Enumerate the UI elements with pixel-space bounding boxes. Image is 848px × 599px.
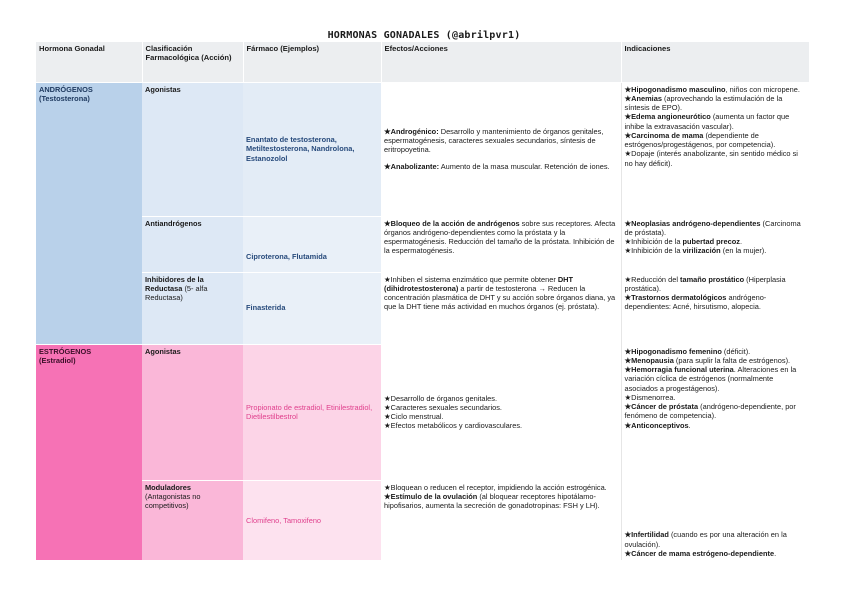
indicaciones-cell: [621, 272, 809, 344]
clasificacion-detail: (5- alfa Reductasa): [145, 283, 208, 302]
efecto-item: ★Inhiben el sistema enzimático que permite obtener DHT (dihidrotestosterona) a partir de testosterona → Reducen la concentración plasmática de DHT y su acción sobre órganos diana, ya que la DHT tiene más actividad en muchos órganos (ej. próstata).: [384, 274, 616, 312]
efectos-cell: [381, 272, 621, 344]
clasificacion-cell: [142, 480, 243, 560]
indicacion-item: ★Trastornos dermatológicos andrógeno-dependientes: Acné, hirsutismo, alopecia.: [624, 293, 767, 312]
table-row: [36, 480, 809, 560]
table-row: [36, 82, 809, 216]
clasificacion-cell: [142, 216, 243, 272]
androgenos-sub: (Testosterona): [39, 93, 90, 103]
table-row: [36, 216, 809, 272]
farmaco-cell: Propionato de estradiol, Etinilestradiol, Dietilestilbestrol: [243, 344, 381, 480]
indicaciones-cell: [621, 82, 809, 216]
efectos-cell: [381, 344, 621, 480]
indicacion-item: ★Edema angioneurótico (aumenta un factor que inhibe la extravasación vascular).: [624, 112, 790, 131]
hormona-estrogenos: [36, 344, 142, 560]
estrogenos-name: ESTRÓGENOS: [39, 346, 92, 356]
indicacion-item: ★Inhibición de la pubertad precoz.: [624, 237, 743, 246]
table-header-row: [36, 42, 809, 82]
clasificacion-name: Moduladores: [145, 482, 191, 492]
table-row: [36, 272, 809, 344]
efecto-item: ★Bloqueo de la acción de andrógenos sobre sus receptores. Afecta órganos andrógeno-dependientes como la próstata y la espermatogénesis. Reducción del tamaño de la próstata. Inhibición de la espermatogénesis.: [384, 218, 616, 256]
clasificacion-name: Agonistas: [145, 84, 181, 94]
farmaco-cell: Finasterida: [243, 272, 381, 344]
clasificacion-cell: [142, 272, 243, 344]
indicacion-item: ★Hipogonadismo femenino (déficit).: [624, 346, 751, 356]
hormona-androgenos: [36, 82, 142, 344]
indicacion-item: ★Neoplasias andrógeno-dependientes (Carcinoma de próstata).: [624, 218, 801, 237]
header-clasificacion: Clasificación Farmacológica (Acción): [142, 42, 243, 82]
indicacion-item: ★Inhibición de la virilización (en la mujer).: [624, 246, 767, 256]
indicaciones-cell: [621, 480, 809, 560]
farmaco-cell: Clomifeno, Tamoxifeno: [243, 480, 381, 560]
indicaciones-cell: [621, 216, 809, 272]
efecto-item: ★Anabolizante: Aumento de la masa muscular. Retención de iones.: [384, 162, 610, 172]
indicacion-item: ★Dismenorrea.: [624, 392, 676, 402]
farmaco-cell: Enantato de testosterona, Metiltestosterona, Nandrolona, Estanozolol: [243, 82, 381, 216]
efecto-item: ★Desarrollo de órganos genitales.: [384, 393, 498, 403]
androgenos-name: ANDRÓGENOS: [39, 84, 93, 94]
header-hormona: Hormona Gonadal: [36, 42, 142, 82]
page-title: HORMONAS GONADALES (@abrilpvr1): [327, 30, 521, 41]
indicacion-item: ★Dopaje (interés anabolizante, sin sentido médico si no hay déficit).: [624, 149, 798, 168]
clasificacion-detail: (Antagonistas no competitivos): [145, 491, 201, 510]
indicaciones-cell: [621, 344, 809, 480]
header-farmaco: Fármaco (Ejemplos): [243, 42, 381, 82]
efecto-item: ★Estímulo de la ovulación (al bloquear receptores hipotálamo-hipofisarios, aumenta la secreción de gonadotropinas: FSH y LH).: [384, 491, 600, 510]
efecto-item: ★Androgénico: Desarrollo y mantenimiento de órganos genitales, espermatogénesis, caracteres sexuales secundarios, síntesis de eritropoyetina.: [384, 126, 604, 154]
indicacion-item: ★Cáncer de mama estrógeno-dependiente.: [624, 548, 777, 558]
indicacion-item: ★Carcinoma de mama (dependiente de estrógenos/progestágenos, por competencia).: [624, 130, 776, 149]
indicacion-item: ★Hipogonadismo masculino, niños con micropene.: [624, 84, 800, 94]
clasificacion-cell: [142, 82, 243, 216]
efecto-item: ★Efectos metabólicos y cardiovasculares.: [384, 421, 523, 431]
header-indicaciones: Indicaciones: [621, 42, 809, 82]
indicacion-item: ★Cáncer de próstata (andrógeno-dependiente, por fenómeno de competencia).: [624, 402, 796, 421]
efecto-item: ★Bloquean o reducen el receptor, impidiendo la acción estrogénica.: [384, 482, 607, 492]
clasificacion-name: Inhibidores de la Reductasa: [145, 274, 204, 293]
table-row: [36, 344, 809, 480]
header-efectos: Efectos/Acciones: [381, 42, 621, 82]
indicacion-item: ★Anemias (aprovechando la estimulación de la síntesis de EPO).: [624, 93, 783, 112]
indicacion-item: ★Reducción del tamaño prostático (Hiperplasia prostática).: [624, 274, 786, 293]
efectos-cell: [381, 216, 621, 272]
clasificacion-name: Antiandrógenos: [145, 218, 202, 228]
efecto-item: ★Caracteres sexuales secundarios.: [384, 402, 502, 412]
clasificacion-name: Agonistas: [145, 346, 181, 356]
indicacion-item: ★Anticonceptivos.: [624, 420, 691, 430]
indicacion-item: ★Hemorragia funcional uterina. Alteraciones en la variación cíclica de estrógenos (normalmente asociados a progestágenos).: [624, 365, 797, 393]
estrogenos-sub: (Estradiol): [39, 355, 76, 365]
efectos-cell: [381, 480, 621, 560]
efecto-item: ★Ciclo menstrual.: [384, 412, 444, 421]
efectos-cell: [381, 82, 621, 216]
hormonas-table: [36, 42, 810, 560]
indicacion-item: ★Menopausia (para suplir la falta de estrógenos).: [624, 355, 791, 365]
indicacion-item: ★Infertilidad (cuando es por una alteración en la ovulación).: [624, 530, 787, 549]
clasificacion-cell: [142, 344, 243, 480]
farmaco-cell: Ciproterona, Flutamida: [243, 216, 381, 272]
